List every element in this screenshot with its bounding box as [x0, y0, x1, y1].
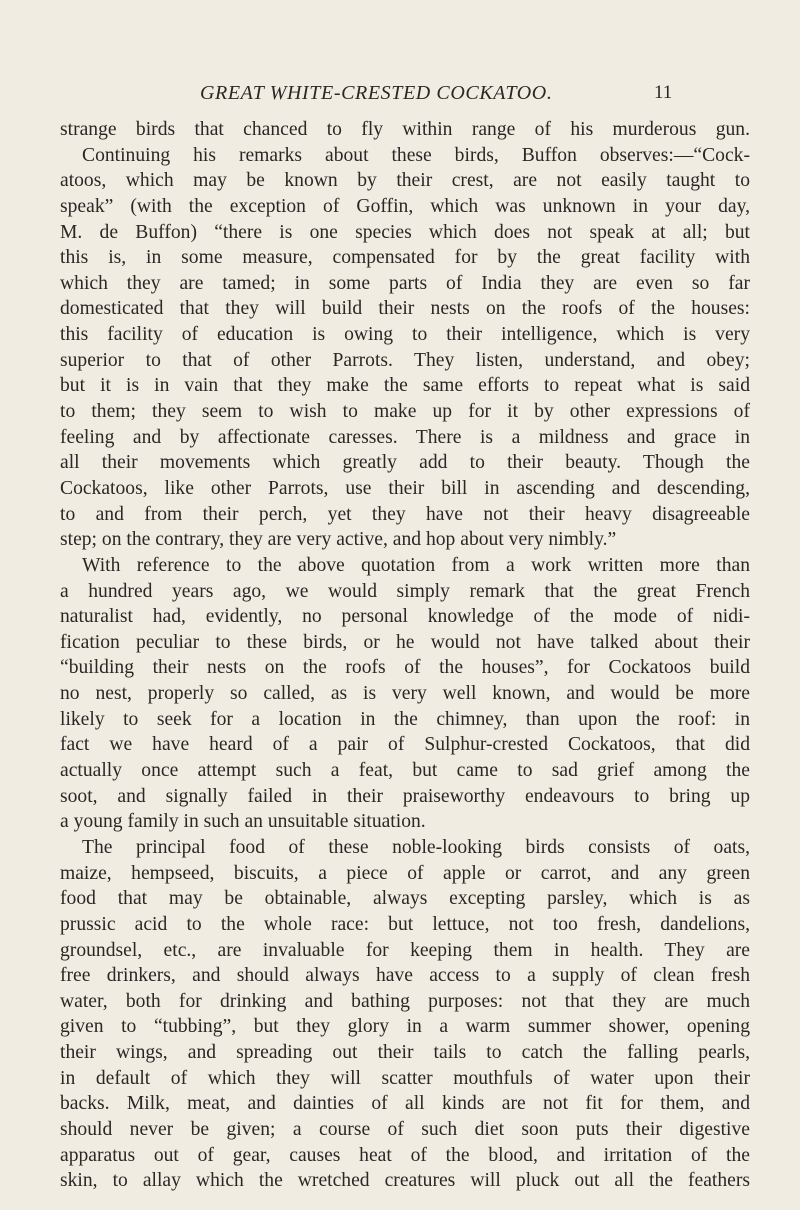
running-head — [0, 82, 800, 112]
text-line: water, both for drinking and bathing purposes: not that they are much — [60, 990, 750, 1012]
text-line: actually once attempt such a feat, but came to sad grief among the — [60, 760, 750, 782]
text-line: no nest, properly so called, as is very well known, and would be more — [60, 683, 750, 705]
text-line: backs. Milk, meat, and dainties of all kinds are not fit for them, and — [60, 1093, 750, 1115]
text-line: likely to seek for a location in the chimney, than upon the roof: in — [60, 708, 750, 730]
text-line: atoos, which may be known by their crest, are not easily taught to — [60, 170, 750, 192]
text-line: maize, hempseed, biscuits, a piece of apple or carrot, and any green — [60, 862, 750, 884]
text-line: naturalist had, evidently, no personal knowledge of the mode of nidi- — [60, 606, 750, 628]
text-line: apparatus out of gear, causes heat of the blood, and irritation of the — [60, 1144, 750, 1166]
text-line: fication peculiar to these birds, or he would not have talked about their — [60, 631, 750, 653]
text-line: food that may be obtainable, always excepting parsley, which is as — [60, 888, 750, 910]
text-line: should never be given; a course of such diet soon puts their digestive — [60, 1118, 750, 1140]
text-line: to them; they seem to wish to make up for it by other expressions of — [60, 401, 750, 423]
text-line: a young family in such an unsuitable situation. — [60, 811, 426, 833]
text-line: The principal food of these noble-looking birds consists of oats, — [82, 836, 750, 858]
text-line: Cockatoos, like other Parrots, use their bill in ascending and descending, — [60, 477, 750, 499]
text-line: this facility of education is owing to their intelligence, which is very — [60, 324, 750, 346]
text-line: domesticated that they will build their nests on the roofs of the houses: — [60, 298, 750, 320]
text-line: their wings, and spreading out their tails to catch the falling pearls, — [60, 1042, 750, 1064]
text-line: M. de Buffon) “there is one species which does not speak at all; but — [60, 221, 750, 243]
text-line: groundsel, etc., are invaluable for keeping them in health. They are — [60, 939, 750, 961]
text-line: fact we have heard of a pair of Sulphur-crested Cockatoos, that did — [60, 734, 750, 756]
text-line: which they are tamed; in some parts of India they are even so far — [60, 272, 750, 294]
running-title: GREAT WHITE-CRESTED COCKATOO. — [200, 82, 553, 104]
text-line: all their movements which greatly add to their beauty. Though the — [60, 452, 750, 474]
body-text — [60, 117, 750, 1194]
text-line: to and from their perch, yet they have not their heavy disagreeable — [60, 503, 750, 525]
text-line: strange birds that chanced to fly within range of his murderous gun. — [60, 119, 750, 140]
text-line: skin, to allay which the wretched creatures will pluck out all the feathers — [60, 1170, 750, 1192]
text-line: step; on the contrary, they are very active, and hop about very nimbly.” — [60, 529, 617, 551]
text-line: this is, in some measure, compensated for by the great facility with — [60, 247, 750, 269]
text-line: feeling and by affectionate caresses. There is a mildness and grace in — [60, 426, 750, 448]
text-line: With reference to the above quotation from a work written more than — [82, 554, 750, 576]
text-line: speak” (with the exception of Goffin, which was unknown in your day, — [60, 195, 750, 217]
text-line: prussic acid to the whole race: but lettuce, not too fresh, dandelions, — [60, 913, 750, 935]
text-line: in default of which they will scatter mouthfuls of water upon their — [60, 1067, 750, 1089]
text-line: soot, and signally failed in their praiseworthy endeavours to bring up — [60, 785, 750, 807]
text-line: free drinkers, and should always have access to a supply of clean fresh — [60, 965, 750, 987]
text-line: superior to that of other Parrots. They listen, understand, and obey; — [60, 349, 750, 371]
text-line: given to “tubbing”, but they glory in a warm summer shower, opening — [60, 1016, 750, 1038]
page-number: 11 — [654, 82, 673, 103]
text-line: but it is in vain that they make the same efforts to repeat what is said — [60, 375, 750, 397]
text-line: Continuing his remarks about these birds, Buffon observes:—“Cock- — [82, 144, 750, 166]
text-line: “building their nests on the roofs of the houses”, for Cockatoos build — [60, 657, 750, 679]
text-line: a hundred years ago, we would simply remark that the great French — [60, 580, 750, 602]
